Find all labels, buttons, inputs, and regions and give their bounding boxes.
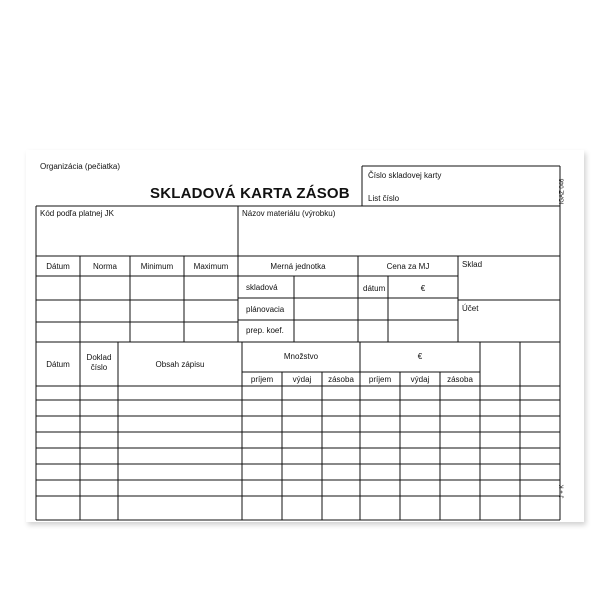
unit-row-coefficient: prep. koef. — [246, 326, 284, 335]
norm-label: Norma — [92, 262, 117, 271]
form-code: IGAZ 046 — [559, 178, 566, 205]
stock-card-form — [26, 150, 584, 522]
card-number-label: Číslo skladovej karty — [368, 171, 442, 180]
minimum-label: Minimum — [140, 262, 174, 271]
sheet-number-label: List číslo — [368, 194, 400, 203]
material-name-label: Názov materiálu (výrobku) — [242, 209, 336, 218]
form-title: SKLADOVÁ KARTA ZÁSOB — [150, 185, 350, 202]
ledger-date-label: Dátum — [46, 360, 70, 369]
price-currency: € — [420, 284, 426, 293]
organization-label: Organizácia (pečiatka) — [40, 162, 121, 171]
content-label: Obsah zápisu — [155, 360, 205, 369]
value-stock-label: zásoba — [447, 375, 473, 384]
quantity-stock-label: zásoba — [328, 375, 354, 384]
value-issue-label: výdaj — [410, 375, 430, 384]
value-header: € — [417, 352, 423, 361]
maximum-label: Maximum — [193, 262, 229, 271]
unit-header: Merná jednotka — [270, 262, 326, 271]
value-receipt-label: príjem — [368, 375, 392, 384]
price-header: Cena za MJ — [386, 262, 430, 271]
warehouse-label: Sklad — [462, 260, 483, 269]
unit-row-planning: plánovacia — [246, 305, 285, 314]
quantity-receipt-label: príjem — [250, 375, 274, 384]
quantity-header: Množstvo — [283, 352, 319, 361]
account-label: Účet — [462, 304, 479, 313]
publisher-signature: J + K — [559, 484, 566, 499]
unit-row-storage: skladová — [246, 283, 278, 292]
form-grid-lines — [26, 150, 584, 522]
price-date-label: dátum — [363, 284, 386, 293]
norms-date-label: Dátum — [46, 262, 70, 271]
document-label: Doklad — [86, 353, 112, 362]
quantity-issue-label: výdaj — [292, 375, 312, 384]
document-number-label: číslo — [90, 363, 108, 372]
jk-code-label: Kód podľa platnej JK — [40, 209, 114, 218]
